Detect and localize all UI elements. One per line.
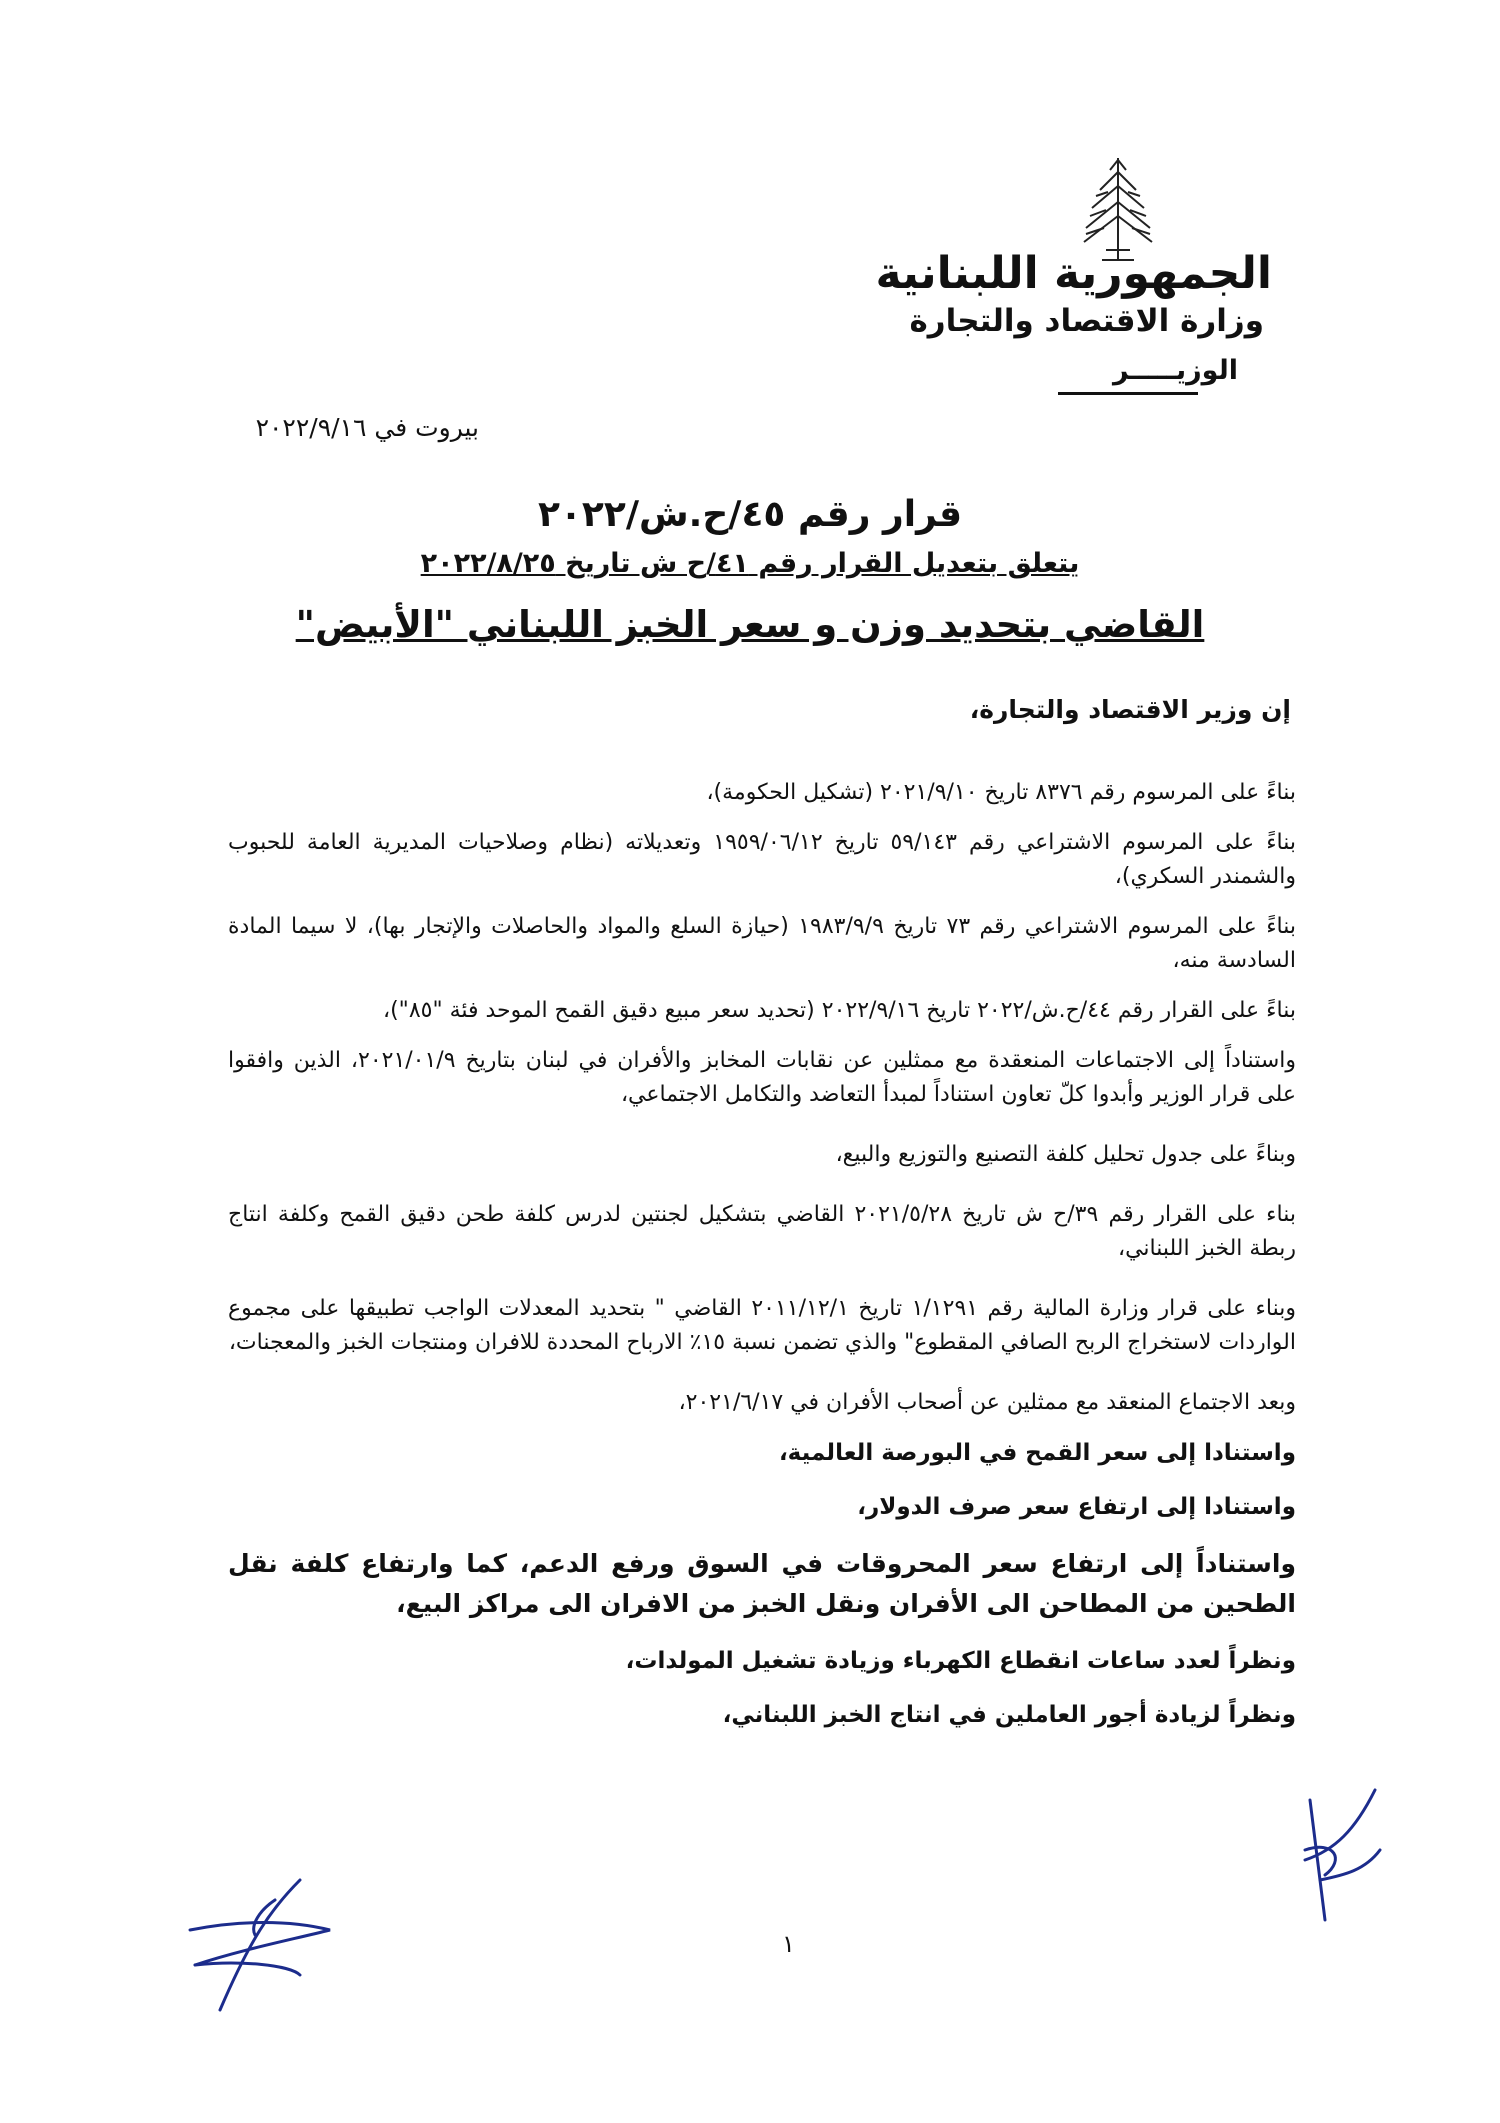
minister-title: الوزيـــــر bbox=[1113, 355, 1238, 386]
recital: وبناء على قرار وزارة المالية رقم ١/١٢٩١ تاريخ ٢٠١١/١٢/١ القاضي " بتحديد المعدلات الواجب تطبيقها على مجموع الواردات لاستخراج الربح الصافي المقطوع" والذي تضمن نسبة ١٥٪ الارباح المحددة للافران ومنتجات الخبز والمعجنات، bbox=[228, 1296, 1296, 1355]
signature-right-icon bbox=[1265, 1780, 1395, 1930]
recital: وبناءً على جدول تحليل كلفة التصنيع والتوزيع والبيع، bbox=[835, 1142, 1296, 1167]
page-number: ١ bbox=[782, 1930, 795, 1958]
recital: بناء على القرار رقم ٣٩/ح ش تاريخ ٢٠٢١/٥/٢٨ القاضي بتشكيل لجنتين لدرس كلفة طحن دقيق القمح وكلفة انتاج ربطة الخبز اللبناني، bbox=[228, 1202, 1296, 1261]
recitals bbox=[228, 776, 1296, 1752]
republic-title: الجمهورية اللبنانية bbox=[875, 248, 1272, 299]
recital: بناءً على المرسوم الاشتراعي رقم ٥٩/١٤٣ تاريخ ١٩٥٩/٠٦/١٢ وتعديلاته (نظام وصلاحيات المديرية العامة للحبوب والشمندر السكري)، bbox=[228, 830, 1297, 889]
recital: واستنادا إلى ارتفاع سعر صرف الدولار، bbox=[857, 1494, 1296, 1520]
decision-subject-line-2: القاضي بتحديد وزن و سعر الخبز اللبناني "الأبيض" bbox=[295, 603, 1205, 646]
decision-subject-line-1: يتعلق بتعديل القرار رقم ٤١/ح ش تاريخ ٢٠٢٢/٨/٢٥ bbox=[420, 548, 1080, 579]
recital: ونظراً لعدد ساعات انقطاع الكهرباء وزيادة تشغيل المولدات، bbox=[625, 1648, 1296, 1674]
recital: واستناداً إلى الاجتماعات المنعقدة مع ممثلين عن نقابات المخابز والأفران في لبنان بتاريخ ٢٠٢١/٠١/٩، الذين وافقوا على قرار الوزير وأبدوا كلّ تعاون استناداً لمبدأ التعاضد والتكامل الاجتماعي، bbox=[228, 1048, 1296, 1107]
recital: واستنادا إلى سعر القمح في البورصة العالمية، bbox=[778, 1440, 1296, 1466]
recital: بناءً على القرار رقم ٤٤/ح.ش/٢٠٢٢ تاريخ ٢٠٢٢/٩/١٦ (تحديد سعر مبيع دقيق القمح الموحد فئة "٨٥")، bbox=[383, 998, 1296, 1023]
recital: وبعد الاجتماع المنعقد مع ممثلين عن أصحاب الأفران في ٢٠٢١/٦/١٧، bbox=[678, 1390, 1296, 1415]
recital: واستناداً إلى ارتفاع سعر المحروقات في السوق ورفع الدعم، كما وارتفاع كلفة نقل الطحين من المطاحن الى الأفران ونقل الخبز من الافران الى مراكز البيع، bbox=[228, 1549, 1296, 1618]
recital: بناءً على المرسوم رقم ٨٣٧٦ تاريخ ٢٠٢١/٩/١٠ (تشكيل الحكومة)، bbox=[706, 780, 1296, 805]
decision-number: قرار رقم ٤٥/ح.ش/٢٠٢٢ bbox=[537, 494, 963, 535]
date-line: بيروت في ٢٠٢٢/٩/١٦ bbox=[255, 413, 479, 442]
recital: بناءً على المرسوم الاشتراعي رقم ٧٣ تاريخ ١٩٨٣/٩/٩ (حيازة السلع والمواد والحاصلات والإتجار بها)، لا سيما المادة السادسة منه، bbox=[228, 914, 1297, 973]
divider bbox=[1058, 392, 1198, 395]
intro-line: إن وزير الاقتصاد والتجارة، bbox=[969, 695, 1291, 724]
recital: ونظراً لزيادة أجور العاملين في انتاج الخبز اللبناني، bbox=[722, 1702, 1296, 1728]
signature-left-icon bbox=[180, 1870, 340, 2020]
ministry-title: وزارة الاقتصاد والتجارة bbox=[909, 303, 1264, 339]
